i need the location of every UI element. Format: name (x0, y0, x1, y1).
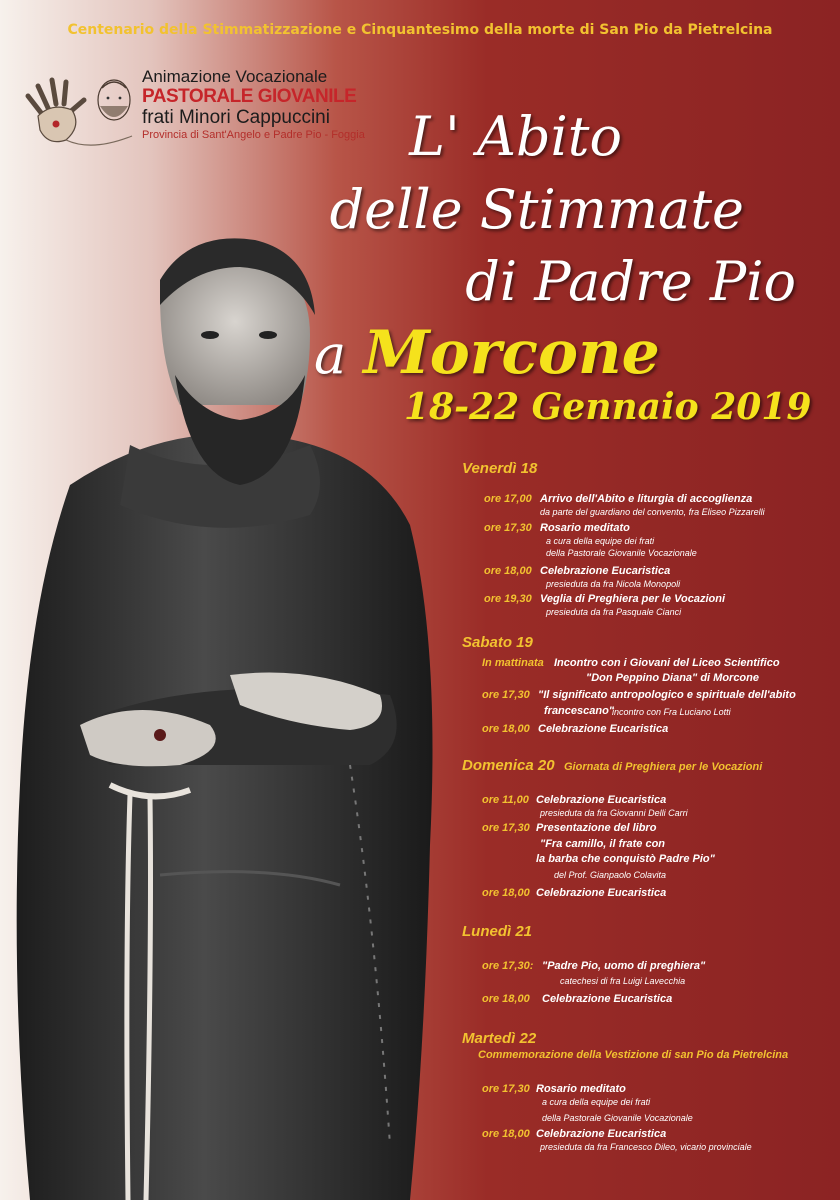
day-sabato: Sabato 19 (462, 634, 533, 651)
time: ore 17,30 (482, 822, 530, 834)
time: ore 18,00 (482, 1128, 530, 1140)
event-note: a cura della equipe dei frati (542, 1097, 651, 1107)
event-dates: 18-22 Gennaio 2019 (404, 386, 812, 428)
event-note: della Pastorale Giovanile Vocazionale (542, 1113, 693, 1123)
day-lunedi: Lunedì 21 (462, 923, 533, 940)
day-note: Giornata di Preghiera per le Vocazioni (564, 761, 763, 773)
title-line-4 (314, 318, 660, 388)
time: ore 17,30 (482, 1083, 530, 1095)
event-title: Veglia di Preghiera per le Vocazioni (540, 593, 726, 605)
time: ore 17,30: (482, 960, 534, 972)
event-note: del Prof. Gianpaolo Colavita (554, 870, 667, 880)
event-title: la barba che conquistò Padre Pio" (536, 853, 715, 865)
title-line-3: di Padre Pio (465, 250, 796, 313)
event-title: Rosario meditato (536, 1083, 626, 1095)
title-line-2: delle Stimmate (329, 178, 744, 241)
event-title: "Don Peppino Diana" di Morcone (586, 672, 759, 684)
event-title: "Padre Pio, uomo di preghiera" (542, 960, 706, 972)
event-title: Arrivo dell'Abito e liturgia di accoglienza (540, 493, 753, 505)
event-note: incontro con Fra Luciano Lotti (612, 707, 731, 717)
event-title: Celebrazione Eucaristica (538, 723, 669, 735)
event-note: presieduta da fra Pasquale Cianci (546, 607, 682, 617)
time: ore 17,30 (482, 689, 530, 701)
day-martedi: Martedì 22 (462, 1030, 537, 1047)
time: ore 11,00 (482, 794, 529, 806)
day-subtitle: Commemorazione della Vestizione di san Pio da Pietrelcina (478, 1049, 789, 1061)
title-prefix: a (314, 323, 364, 386)
event-note: presieduta da fra Francesco Dileo, vicario provinciale (540, 1142, 752, 1152)
event-title: Celebrazione Eucaristica (536, 1128, 667, 1140)
event-note: a cura della equipe dei frati (546, 536, 655, 546)
logo-line-2: PASTORALE GIOVANILE (142, 85, 357, 107)
event-note: presieduta da fra Giovanni Delli Carri (540, 808, 688, 818)
time: ore 18,00 (482, 993, 530, 1005)
event-note: della Pastorale Giovanile Vocazionale (546, 548, 697, 558)
logo-line-1: Animazione Vocazionale (142, 67, 328, 86)
event-title: Celebrazione Eucaristica (542, 993, 673, 1005)
day-venerdi: Venerdì 18 (462, 460, 538, 477)
logo (22, 66, 372, 162)
event-title: francescano" (544, 705, 615, 717)
event-note: da parte del guardiano del convento, fra Eliseo Pizzarelli (540, 507, 765, 517)
event-title: "Il significato antropologico e spirituale dell'abito (538, 689, 796, 701)
header-line: Centenario della Stimmatizzazione e Cinquantesimo della morte di San Pio da Pietrelcina (67, 22, 773, 38)
time: ore 17,30 (484, 522, 532, 534)
time: ore 19,30 (484, 593, 532, 605)
day-domenica: Domenica 20 (462, 757, 555, 774)
time: ore 18,00 (484, 565, 532, 577)
stigmata-hand-logo-icon (22, 66, 148, 162)
time: In mattinata (482, 657, 544, 669)
title-place: Morcone (363, 318, 660, 388)
logo-line-3: frati Minori Cappuccini (142, 106, 330, 128)
event-title: Celebrazione Eucaristica (536, 794, 667, 806)
event-title: Celebrazione Eucaristica (540, 565, 671, 577)
event-title: Presentazione del libro (536, 822, 657, 834)
event-title: Incontro con i Giovani del Liceo Scientifico (554, 657, 780, 669)
event-note: presieduta da fra Nicola Monopoli (546, 579, 681, 589)
event-title: Rosario meditato (540, 522, 630, 534)
title-line-1: L' Abito (409, 105, 622, 168)
time: ore 18,00 (482, 887, 530, 899)
event-note: catechesi di fra Luigi Lavecchia (560, 976, 686, 986)
logo-line-4: Provincia di Sant'Angelo e Padre Pio - Foggia (142, 129, 365, 142)
event-title: Celebrazione Eucaristica (536, 887, 667, 899)
time: ore 18,00 (482, 723, 530, 735)
event-title: "Fra camillo, il frate con (540, 838, 666, 850)
time: ore 17,00 (484, 493, 532, 505)
